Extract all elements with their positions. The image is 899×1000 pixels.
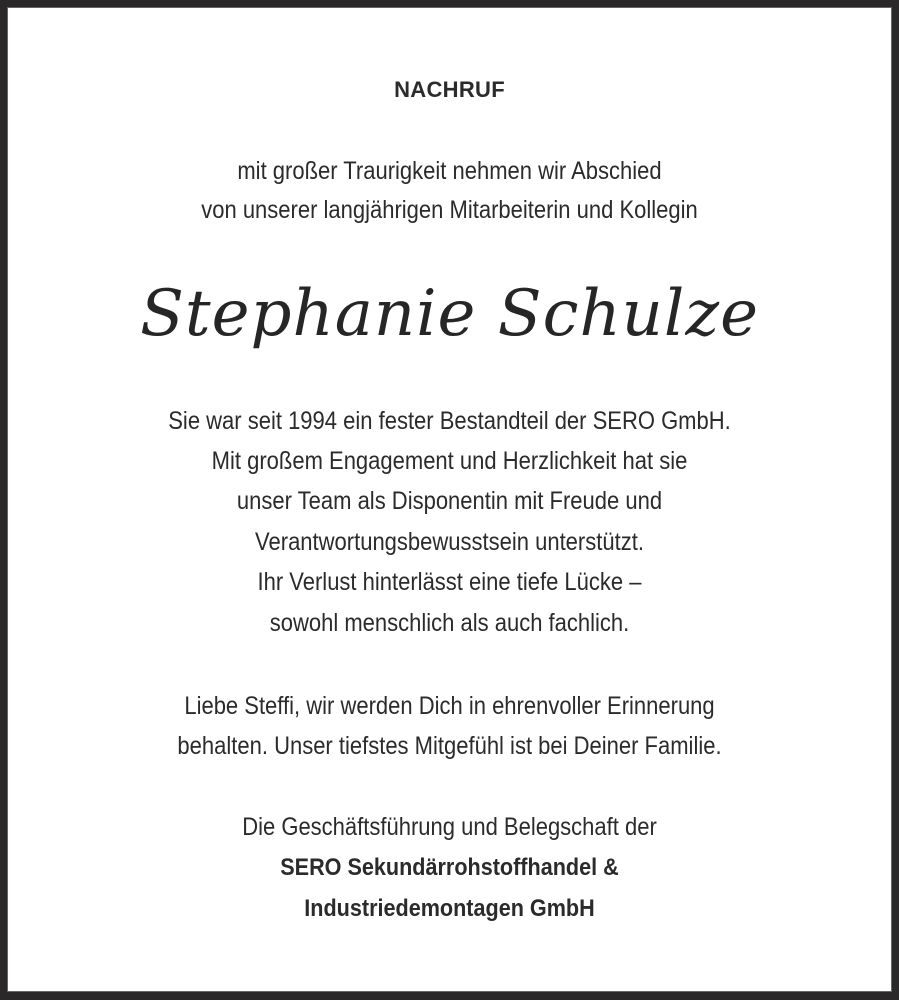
deceased-name: Stephanie Schulze	[140, 277, 759, 351]
tribute-line-6: sowohl menschlich als auch fachlich.	[269, 609, 630, 637]
notice-heading: NACHRUF	[394, 77, 505, 102]
farewell-line-1: Liebe Steffi, wir werden Dich in ehrenvoller Erinnerung	[184, 692, 715, 720]
intro-line-2: von unserer langjährigen Mitarbeiterin und Kollegin	[201, 196, 698, 224]
tribute-line-5: Ihr Verlust hinterlässt eine tiefe Lücke –	[257, 568, 642, 596]
company-name-line-1: SERO Sekundärrohstoffhandel &	[280, 854, 619, 881]
company-name-line-2: Industriedemontagen GmbH	[304, 895, 595, 922]
obituary-notice	[7, 7, 892, 992]
intro-line-1: mit großer Traurigkeit nehmen wir Abschied	[237, 157, 662, 185]
signature-intro: Die Geschäftsführung und Belegschaft der	[242, 813, 657, 841]
tribute-line-4: Verantwortungsbewusstsein unterstützt.	[255, 528, 644, 556]
tribute-line-2: Mit großem Engagement und Herzlichkeit hat sie	[211, 447, 688, 475]
tribute-line-3: unser Team als Disponentin mit Freude und	[236, 487, 663, 515]
farewell-line-2: behalten. Unser tiefstes Mitgefühl ist bei Deiner Familie.	[177, 732, 722, 760]
tribute-line-1: Sie war seit 1994 ein fester Bestandteil der SERO GmbH.	[168, 407, 731, 435]
